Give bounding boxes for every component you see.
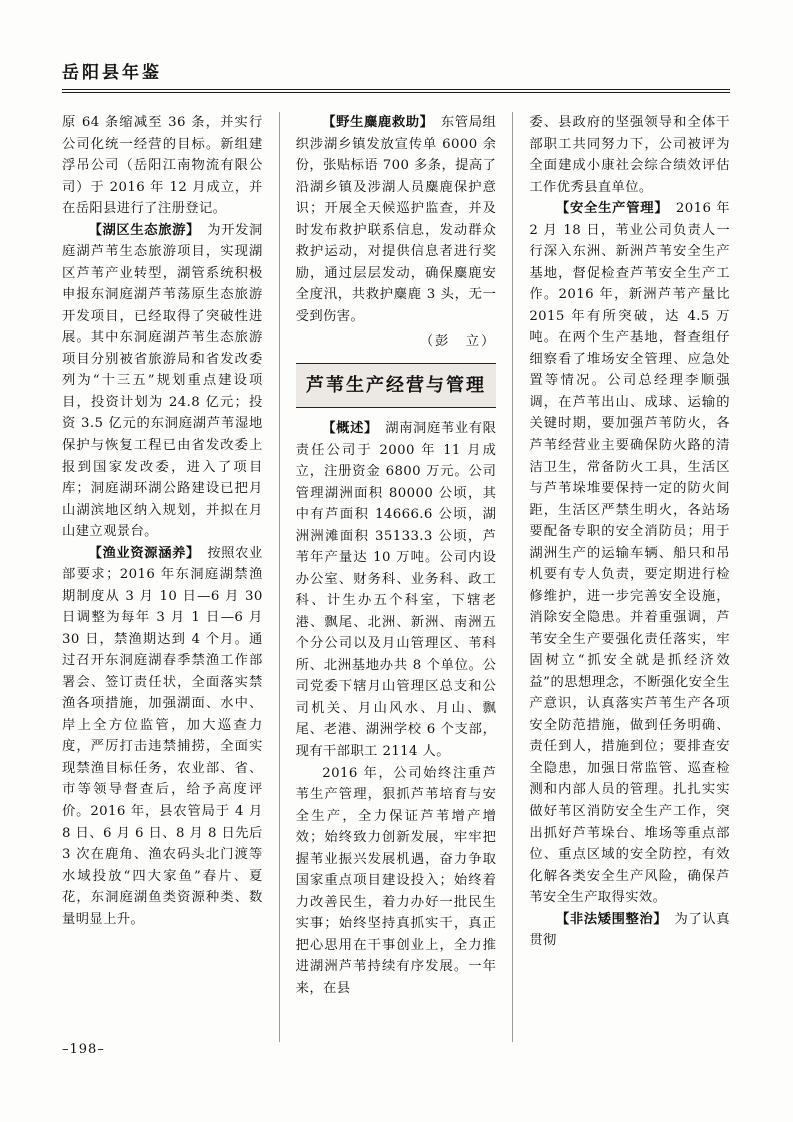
paragraph-text: 原 64 条缩减至 36 条，并实行公司化统一经营的目标。新组建浮吊公司（岳阳江南物流有限公司）于 2016 年 12 月成立，并在岳阳县进行了注册登记。 xyxy=(62,115,263,217)
column-divider-1 xyxy=(263,112,296,1042)
paragraph xyxy=(529,112,730,198)
paragraph xyxy=(62,543,263,931)
paragraph xyxy=(296,418,497,763)
entry-heading: 【渔业资源涵养】 xyxy=(88,545,194,561)
entry-heading: 【非法矮围整治】 xyxy=(555,911,661,927)
paragraph-text: 2016 年 2 月 18 日，苇业公司负责人一行深入东洲、新洲芦苇安全生产基地，督促检查芦苇安全生产工作。2016 年，新洲芦苇产量比 2015 年有所突破，达 4.5 万吨。在两个生产基地，督查组仔细察看了堆场安全管理、应急处置等情况。公司总经理李顺强调，在芦苇出山、成球、运输的关键时期，要加强芦苇防火，各芦苇经营业主要确保防火路的清洁卫生，常备防火工具，生活区与芦苇垛堆要保持一定的防火间距，生活区严禁生明火，各站场要配备专职的安全消防员；用于湖洲生产的运输车辆、船只和吊机要有专人负责，要定期进行检修维护，进一步完善安全设施，消除安全隐患。并着重强调，芦苇安全生产要强化责任落实，牢固树立“抓安全就是抓经济效益”的思想理念，不断强化安全生产意识，认真落实芦苇生产各项安全防范措施，做到任务明确、责任到人，措施到位；要排查安全隐患，加强日常监管、巡查检测和内部人员的管理。扎扎实实做好苇区消防安全生产工作，突出抓好芦苇垛台、堆场等重点部位、重点区域的安全防控，有效化解各类安全生产风险，确保芦苇安全生产取得实效。 xyxy=(529,201,731,906)
entry-heading: 【安全生产管理】 xyxy=(555,201,662,217)
paragraph-text: 为了认真贯彻 xyxy=(529,911,731,949)
entry-heading: 【湖区生态旅游】 xyxy=(88,222,194,238)
header-rule-thick xyxy=(62,89,730,90)
paragraph-text: 按照农业部要求；2016 年东洞庭湖禁渔期制度从 3 月 10 日—6 月 30 日调整为每年 3 月 1 日—6 月 30 日，禁渔期达到 4 个月。通过召开东洞庭湖春季禁渔工作部署会、签订责任状，全面落实禁渔各项措施，加强湖面、水中、岸上全方位监管，加大巡查力度，严厉打击违禁捕捞，全面实现禁渔目标任务，农业部、省、市等领导督查后，给予高度评价。2016 年，县农管局于 4 月 8 日、6 月 6 日、8 月 8 日先后 3 次在鹿角、渔农码头北门渡等水域投放“四大家鱼”春片、夏花，东洞庭湖鱼类资源种类、数量明显上升。 xyxy=(62,545,263,927)
section-title: 芦苇生产经营与管理 xyxy=(296,363,497,408)
paragraph-text: 2016 年，公司始终注重芦苇生产管理，狠抓芦苇培育与安全生产，全力保证芦苇增产增效；始终致力创新发展，牢牢把握苇业振兴发展机遇，奋力争取国家重点项目建设投入；始终着力改善民生，着力办好一批民生实事；始终坚持真抓实干，真正把心思用在干事创业上，全力推进湖洲芦苇持续有序发展。一年来，在县 xyxy=(295,765,497,996)
paragraph xyxy=(62,220,263,543)
header-rule-thin xyxy=(62,92,730,93)
paragraph xyxy=(62,112,263,220)
paragraph-text: 委、县政府的坚强领导和全体干部职工共同努力下，公司被评为全面建成小康社会综合绩效评估工作优秀县直单位。 xyxy=(529,115,731,195)
author-signature: （彭 立） xyxy=(419,334,497,350)
article-columns xyxy=(62,112,730,1042)
entry-heading: 【野生麋鹿救助】 xyxy=(322,115,427,130)
paragraph xyxy=(296,763,497,1000)
text-column-2 xyxy=(296,112,497,1042)
paragraph xyxy=(529,909,730,952)
entry-heading: 【概述】 xyxy=(322,421,372,436)
text-column-3 xyxy=(529,112,730,1042)
paragraph-text: 湖南洞庭苇业有限责任公司于 2000 年 11 月成立，注册资金 6800 万元。公司管理湖洲面积 80000 公顷，其中有芦面积 14666.6 公顷，湖洲洲滩面积 35133.3 公顷，芦苇年产量达 10 万吨。公司内设办公室、财务科、业务科、政工科、计生办五个科室，下辖老港、飘尾、北洲、新洲、南洲五个分公司以及月山管理区、苇科所、北洲基地办共 8 个单位。公司党委下辖月山管理区总支和公司机关、月山风水、月山、飘尾、老港、湖洲学校 6 个支部，现有干部职工 2114 人。 xyxy=(295,421,497,759)
paragraph xyxy=(529,198,730,909)
page-header xyxy=(62,58,730,93)
column-divider-2 xyxy=(496,112,529,1042)
paragraph-text: 为开发洞庭湖芦苇生态旅游项目，实现湖区芦苇产业转型，湖管系统积极申报东洞庭湖芦苇荡原生态旅游开发项目，已经取得了突破性进展。其中东洞庭湖芦苇生态旅游项目分别被省旅游局和省发改委列为“十三五”规划重点建设项目，投资计划为 24.8 亿元；投资 3.5 亿元的东洞庭湖芦苇湿地保护与恢复工程已由省发改委上报到国家发改委，进入了项目库；洞庭湖环湖公路建设已把月山湖滨地区纳入规划，并拟在月山建立观景台。 xyxy=(62,222,263,540)
header-title: 岳阳县年鉴 xyxy=(62,63,162,83)
paragraph-text: 东管局组织涉湖乡镇发放宣传单 6000 余份，张贴标语 700 多条，提高了沿湖乡镇及涉湖人员麋鹿保护意识；开展全天候巡护监查，并及时发布救护联系信息，发动群众救护运动，对提供信息者进行奖励，通过层层发动，确保麋鹿安全度汛，共救护麋鹿 3 头，无一受到伤害。 xyxy=(295,115,497,324)
page-number: –198– xyxy=(62,1042,105,1057)
text-column-1 xyxy=(62,112,263,1042)
paragraph xyxy=(296,112,497,327)
